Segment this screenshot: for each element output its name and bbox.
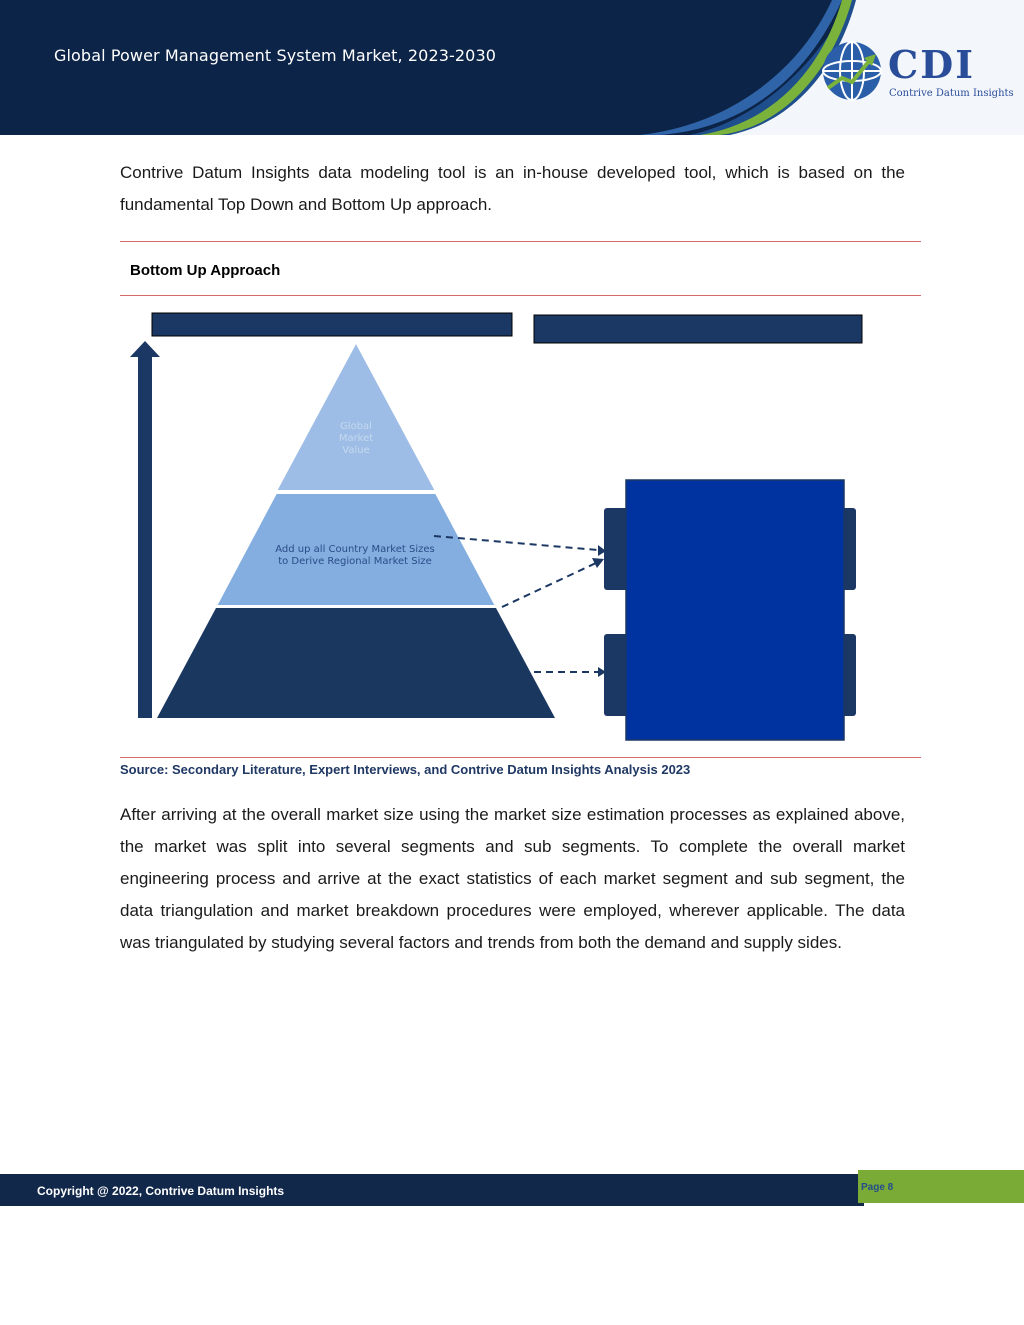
bottom-up-diagram	[120, 300, 920, 755]
source-caption: Source: Secondary Literature, Expert Interviews, and Contrive Datum Insights Analysis 2023	[120, 762, 691, 777]
cdi-logo	[820, 38, 1020, 106]
logo-name: CDI	[888, 42, 975, 87]
pyramid-top	[276, 342, 436, 491]
left-tab-2	[604, 634, 628, 716]
body-paragraph: After arriving at the overall market size using the market size estimation processes as explained above, the market was split into several segments and sub segments. To complete the overall market engineering process and arrive at the exact statistics of each market segment and sub segment, the data triangulation and market breakdown procedures were employed, wherever applicable. The data was triangulated by studying several factors and trends from both the demand and supply sides.	[120, 805, 905, 952]
pyramid-middle-label: Add up all Country Market Sizes to Derive Regional Market Size	[275, 544, 435, 567]
connector-2	[502, 563, 596, 607]
divider-top	[120, 241, 921, 242]
globe-icon	[820, 38, 886, 104]
pyramid-bottom	[157, 608, 555, 718]
arrow-head	[130, 341, 160, 357]
logo-subtitle: Contrive Datum Insights	[889, 88, 1014, 99]
diagram-graphic	[120, 300, 920, 750]
document-title: Global Power Management System Market, 2023-2030	[54, 46, 497, 65]
section-label: Bottom Up Approach	[130, 262, 281, 279]
arrow-shaft	[138, 356, 152, 718]
intro-paragraph: Contrive Datum Insights data modeling tool is an in-house developed tool, which is based on the fundamental Top Down and Bottom Up approach.	[120, 163, 905, 214]
divider-bottom	[120, 757, 921, 758]
page-header	[0, 0, 1024, 135]
output-box	[626, 480, 844, 740]
left-tab-1	[604, 508, 628, 590]
divider-section	[120, 295, 921, 296]
footer-copyright: Copyright @ 2022, Contrive Datum Insights	[37, 1184, 285, 1198]
left-header-bar	[152, 313, 512, 336]
page-number: Page 8	[861, 1182, 894, 1193]
right-header-bar	[534, 315, 862, 343]
pyramid-top-label: Global Market Value	[338, 421, 374, 456]
